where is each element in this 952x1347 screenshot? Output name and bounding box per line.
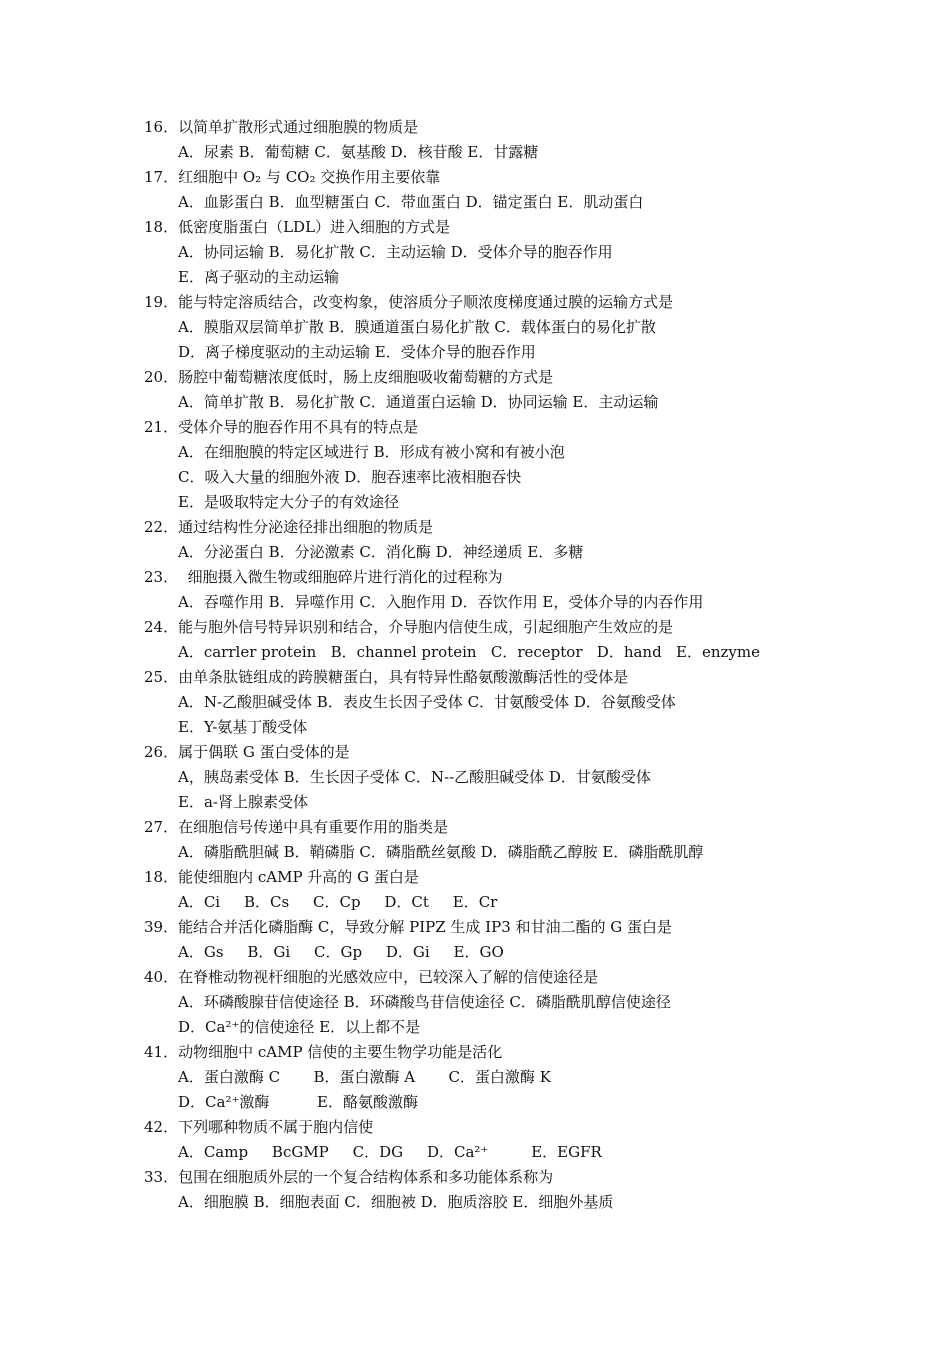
option-line: D．Ca²⁺激酶 E．酪氨酸激酶	[178, 1093, 419, 1111]
option-line: A．膜脂双层简单扩散 B．膜通道蛋白易化扩散 C．载体蛋白的易化扩散	[178, 318, 656, 336]
option-line: A．在细胞膜的特定区域进行 B．形成有被小窝和有被小泡	[178, 443, 565, 461]
option-line: A．Ci B．Cs C．Cp D．Ct E．Cr	[178, 893, 498, 911]
option-line: E．是吸取特定大分子的有效途径	[178, 493, 399, 511]
option-line: A．环磷酸腺苷信使途径 B．环磷酸鸟苷信使途径 C．磷脂酰肌醇信使途径	[178, 993, 671, 1011]
option-line: A．Gs B．Gi C．Gp D．Gi E．GO	[178, 943, 504, 961]
question-line: 18．能使细胞内 cAMP 升高的 G 蛋白是	[144, 868, 419, 886]
option-line: A．尿素 B．葡萄糖 C．氨基酸 D．核苷酸 E．甘露糖	[178, 143, 539, 161]
question-line: 16．以简单扩散形式通过细胞膜的物质是	[144, 118, 419, 136]
question-line: 39．能结合并活化磷脂酶 C，导致分解 PIPZ 生成 IP3 和甘油二酯的 G 蛋白是	[144, 918, 673, 936]
option-line: A．吞噬作用 B．异噬作用 C．入胞作用 D．吞饮作用 E，受体介导的内吞作用	[178, 593, 704, 611]
option-line: E．a-肾上腺素受体	[178, 793, 308, 811]
question-line: 33．包围在细胞质外层的一个复合结构体系和多功能体系称为	[144, 1168, 554, 1186]
question-line: 21．受体介导的胞吞作用不具有的特点是	[144, 418, 419, 436]
question-line: 23． 细胞摄入微生物或细胞碎片进行消化的过程称为	[144, 568, 503, 586]
question-line: 24．能与胞外信号特异识别和结合，介导胞内信使生成，引起细胞产生效应的是	[144, 618, 674, 636]
option-line: A．协同运输 B．易化扩散 C．主动运输 D．受体介导的胞吞作用	[178, 243, 613, 261]
option-line: A，胰岛素受体 B．生长因子受体 C．N--乙酸胆碱受体 D．甘氨酸受体	[178, 768, 651, 786]
question-line: 19．能与特定溶质结合，改变构象，使溶质分子顺浓度梯度通过膜的运输方式是	[144, 293, 674, 311]
option-line: A．Camp BcGMP C．DG D．Ca²⁺ E．EGFR	[178, 1143, 602, 1161]
option-line: E．离子驱动的主动运输	[178, 268, 339, 286]
question-line: 18．低密度脂蛋白（LDL）进入细胞的方式是	[144, 218, 451, 236]
question-line: 40．在脊椎动物视杆细胞的光感效应中，已较深入了解的信使途径是	[144, 968, 599, 986]
option-line: A．分泌蛋白 B．分泌激素 C．消化酶 D．神经递质 E．多糖	[178, 543, 584, 561]
option-line: A．细胞膜 B．细胞表面 C．细胞被 D．胞质溶胶 E．细胞外基质	[178, 1193, 614, 1211]
question-line: 26．属于偶联 G 蛋白受体的是	[144, 743, 350, 761]
question-line: 17．红细胞中 O₂ 与 CO₂ 交换作用主要依靠	[144, 168, 441, 186]
option-line: A．N-乙酸胆碱受体 B．表皮生长因子受体 C．甘氨酸受体 D．谷氨酸受体	[178, 693, 676, 711]
option-line: A．carrler protein B．channel protein C．receptor D．hand E．enzyme	[178, 643, 760, 661]
option-line: E．Y-氨基丁酸受体	[178, 718, 308, 736]
option-line: A．血影蛋白 B．血型糖蛋白 C．带血蛋白 D．锚定蛋白 E．肌动蛋白	[178, 193, 644, 211]
question-line: 27．在细胞信号传递中具有重要作用的脂类是	[144, 818, 449, 836]
question-line: 42．下列哪种物质不属于胞内信使	[144, 1118, 374, 1136]
option-line: A．简单扩散 B．易化扩散 C．通道蛋白运输 D．协同运输 E．主动运输	[178, 393, 659, 411]
option-line: A．蛋白激酶 C B．蛋白激酶 A C．蛋白激酶 K	[178, 1068, 551, 1086]
option-line: D．Ca²⁺的信使途径 E．以上都不是	[178, 1018, 421, 1036]
option-line: C．吸入大量的细胞外液 D．胞吞速率比液相胞吞快	[178, 468, 522, 486]
question-line: 41．动物细胞中 cAMP 信使的主要生物学功能是活化	[144, 1043, 503, 1061]
question-line: 22．通过结构性分泌途径排出细胞的物质是	[144, 518, 434, 536]
question-line: 20．肠腔中葡萄糖浓度低时，肠上皮细胞吸收葡萄糖的方式是	[144, 368, 554, 386]
option-line: D．离子梯度驱动的主动运输 E．受体介导的胞吞作用	[178, 343, 536, 361]
question-line: 25．由单条肽链组成的跨膜糖蛋白，具有特异性酪氨酸激酶活性的受体是	[144, 668, 629, 686]
option-line: A．磷脂酰胆碱 B．鞘磷脂 C．磷脂酰丝氨酸 D．磷脂酰乙醇胺 E．磷脂酰肌醇	[178, 843, 704, 861]
